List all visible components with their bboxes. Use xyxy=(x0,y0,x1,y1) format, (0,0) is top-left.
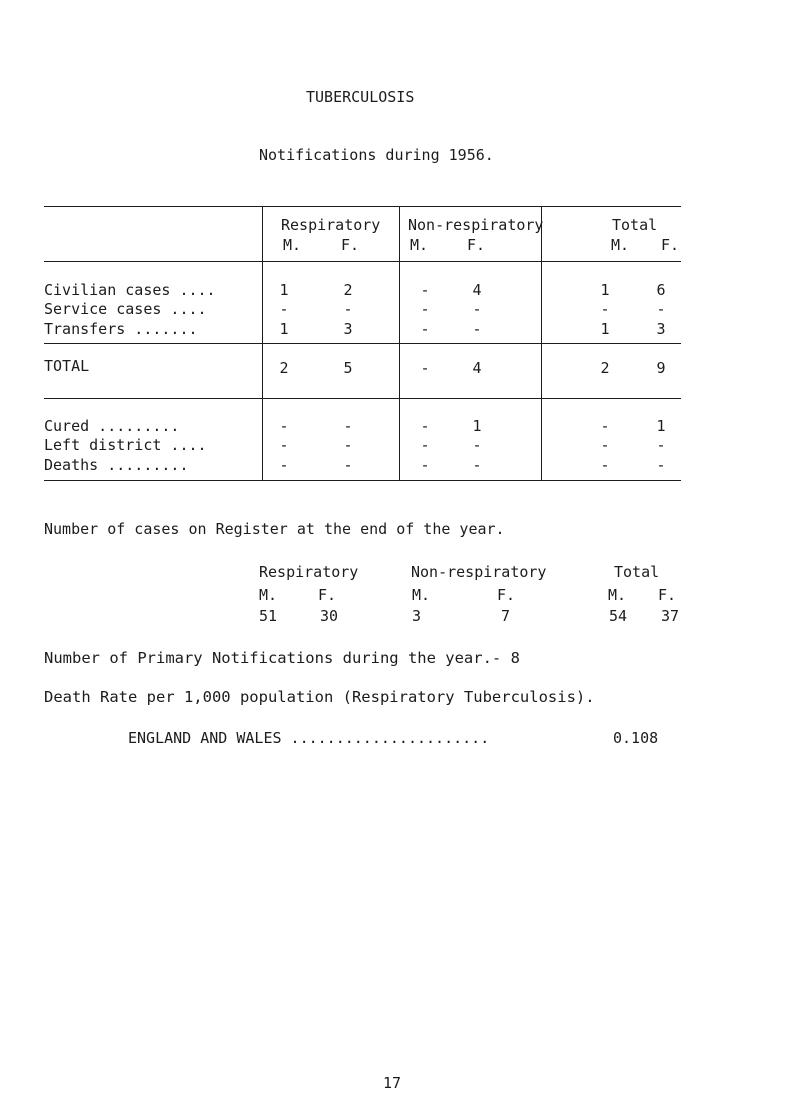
row-label-service: Service cases .... xyxy=(44,300,207,318)
table-cell: - xyxy=(420,320,430,338)
table-rule-bottom xyxy=(44,480,681,481)
table-cell: - xyxy=(279,456,289,474)
header-nonresp-f: F. xyxy=(467,236,486,254)
register-header-total: Total xyxy=(614,563,660,581)
table-cell: - xyxy=(600,456,610,474)
table-cell: 2 xyxy=(600,359,610,377)
table-cell: - xyxy=(472,456,482,474)
header-respiratory: Respiratory xyxy=(281,216,381,234)
table-divider-1 xyxy=(262,206,263,480)
table-cell: - xyxy=(343,417,353,435)
table-cell: 1 xyxy=(600,320,610,338)
header-resp-f: F. xyxy=(341,236,360,254)
table-cell: - xyxy=(343,300,353,318)
register-value: 7 xyxy=(501,607,511,625)
register-sex-label: M. xyxy=(259,586,278,604)
table-cell: - xyxy=(343,456,353,474)
page-number: 17 xyxy=(383,1074,402,1092)
table-divider-3 xyxy=(541,206,542,480)
table-cell: - xyxy=(656,456,666,474)
register-header-respiratory: Respiratory xyxy=(259,563,359,581)
table-cell: 4 xyxy=(472,359,482,377)
table-cell: 1 xyxy=(600,281,610,299)
row-label-transfers: Transfers ....... xyxy=(44,320,198,338)
table-cell: - xyxy=(472,300,482,318)
register-sex-label: F. xyxy=(658,586,677,604)
table-cell: 1 xyxy=(656,417,666,435)
table-cell: - xyxy=(420,436,430,454)
table-cell: - xyxy=(279,300,289,318)
header-total-f: F. xyxy=(661,236,680,254)
row-label-civilian: Civilian cases .... xyxy=(44,281,216,299)
table-cell: - xyxy=(420,417,430,435)
primary-notifications-line: Number of Primary Notifications during the year.- 8 xyxy=(44,649,520,667)
table-divider-2 xyxy=(399,206,400,480)
table-cell: - xyxy=(420,456,430,474)
table-cell: - xyxy=(279,417,289,435)
row-label-total: TOTAL xyxy=(44,357,90,375)
header-nonresp-m: M. xyxy=(410,236,429,254)
page-subtitle: Notifications during 1956. xyxy=(259,146,494,164)
table-cell: - xyxy=(279,436,289,454)
table-cell: 1 xyxy=(279,320,289,338)
table-rule-total xyxy=(44,398,681,399)
table-cell: - xyxy=(656,300,666,318)
header-resp-m: M. xyxy=(283,236,302,254)
row-label-deaths: Deaths ......... xyxy=(44,456,189,474)
table-cell: 1 xyxy=(472,417,482,435)
table-cell: 9 xyxy=(656,359,666,377)
table-cell: 4 xyxy=(472,281,482,299)
register-value: 54 xyxy=(609,607,628,625)
register-sex-label: M. xyxy=(608,586,627,604)
death-rate-label: Death Rate per 1,000 population (Respiratory Tuberculosis). xyxy=(44,688,595,706)
table-cell: - xyxy=(600,417,610,435)
register-sex-label: F. xyxy=(318,586,337,604)
header-total-m: M. xyxy=(611,236,630,254)
register-sex-label: M. xyxy=(412,586,431,604)
table-cell: 2 xyxy=(343,281,353,299)
table-rule-header xyxy=(44,261,681,262)
table-cell: 1 xyxy=(279,281,289,299)
table-cell: 3 xyxy=(656,320,666,338)
register-value: 51 xyxy=(259,607,278,625)
table-cell: - xyxy=(343,436,353,454)
table-rule-subtotal xyxy=(44,343,681,344)
row-label-left-district: Left district .... xyxy=(44,436,207,454)
header-non-respiratory: Non-respiratory xyxy=(408,216,544,234)
register-heading: Number of cases on Register at the end of the year. xyxy=(44,520,505,538)
header-total: Total xyxy=(612,216,658,234)
table-cell: - xyxy=(472,320,482,338)
register-sex-label: F. xyxy=(497,586,516,604)
table-cell: - xyxy=(600,436,610,454)
register-value: 30 xyxy=(320,607,339,625)
register-value: 37 xyxy=(661,607,680,625)
table-rule-top xyxy=(44,206,681,207)
table-cell: 2 xyxy=(279,359,289,377)
table-cell: - xyxy=(472,436,482,454)
table-cell: - xyxy=(656,436,666,454)
death-rate-value: 0.108 xyxy=(613,729,659,747)
row-label-cured: Cured ......... xyxy=(44,417,180,435)
table-cell: - xyxy=(420,281,430,299)
register-header-non-respiratory: Non-respiratory xyxy=(411,563,547,581)
page-title: TUBERCULOSIS xyxy=(306,88,415,106)
table-cell: 5 xyxy=(343,359,353,377)
table-cell: 3 xyxy=(343,320,353,338)
table-cell: - xyxy=(600,300,610,318)
table-cell: - xyxy=(420,300,430,318)
register-value: 3 xyxy=(412,607,422,625)
table-cell: - xyxy=(420,359,430,377)
table-cell: 6 xyxy=(656,281,666,299)
death-rate-region: ENGLAND AND WALES ...................... xyxy=(128,729,490,747)
